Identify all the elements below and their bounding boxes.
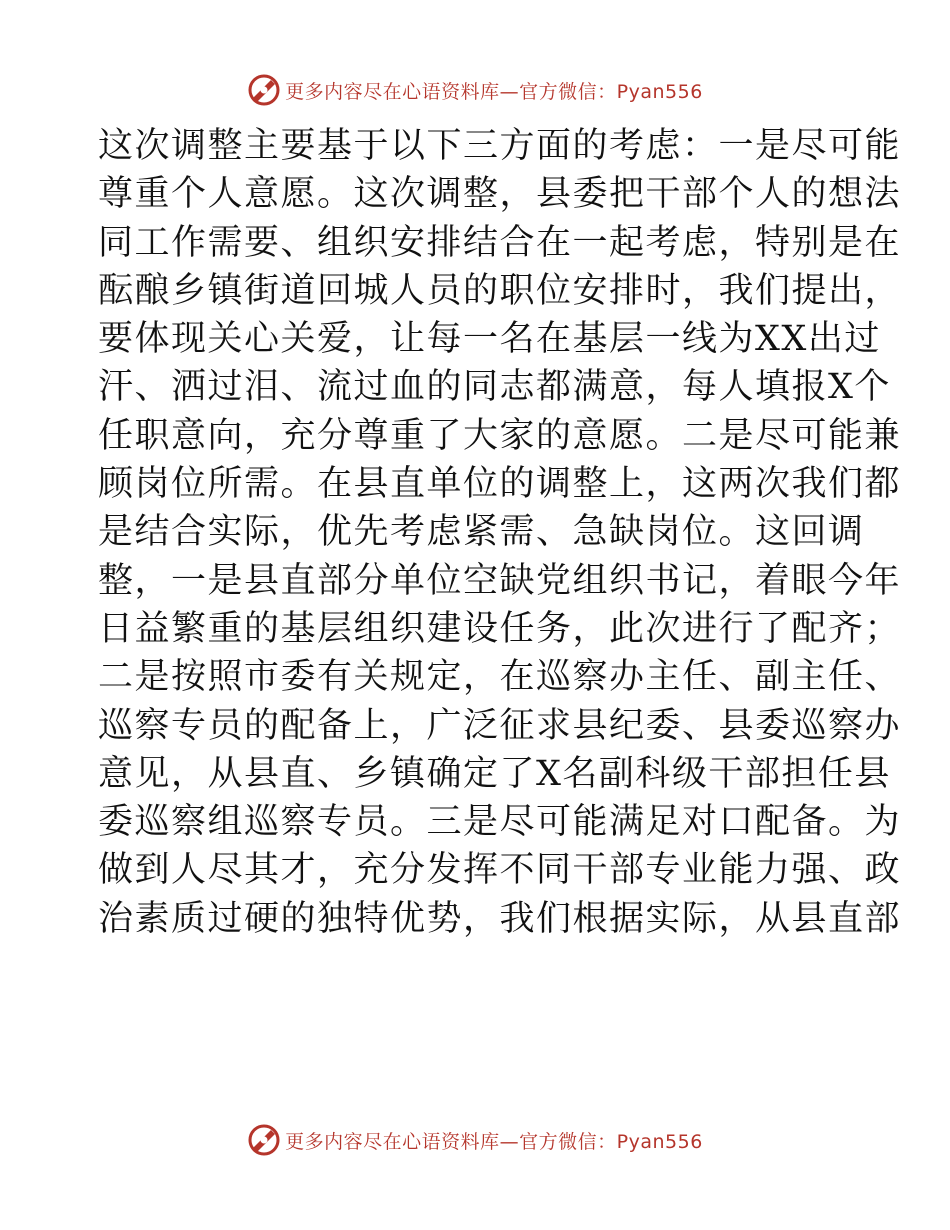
body-line: 要体现关心关爱，让每一名在基层一线为XX出过 (98, 319, 881, 360)
brand-logo-icon (247, 1123, 281, 1157)
body-line: 做到人尽其才，充分发挥不同干部专业能力强、政 (98, 850, 902, 891)
footer-banner-label: 更多内容尽在心语资料库—官方微信： (285, 1130, 617, 1153)
body-line: 委巡察组巡察专员。三是尽可能满足对口配备。为 (98, 802, 902, 843)
footer-banner-text (285, 1127, 703, 1154)
footer-account: Pyan556 (616, 1130, 703, 1153)
header-banner (0, 70, 950, 110)
body-line: 日益繁重的基层组织建设任务，此次进行了配齐； (98, 608, 902, 649)
body-line: 意见，从县直、乡镇确定了X名副科级干部担任县 (98, 753, 891, 794)
document-body (98, 122, 902, 943)
body-line: 二是按照市委有关规定，在巡察办主任、副主任、 (98, 657, 902, 698)
body-line: 这次调整主要基于以下三方面的考虑：一是尽可能 (98, 126, 902, 166)
header-account: Pyan556 (616, 80, 703, 103)
body-line: 顾岗位所需。在县直单位的调整上，这两次我们都 (98, 464, 902, 505)
body-line: 整，一是县直部分单位空缺党组织书记，着眼今年 (98, 560, 902, 601)
footer-banner (0, 1120, 950, 1160)
body-line: 是结合实际，优先考虑紧需、急缺岗位。这回调 (98, 512, 865, 553)
header-banner-label: 更多内容尽在心语资料库—官方微信： (285, 80, 617, 103)
body-line: 酝酿乡镇街道回城人员的职位安排时，我们提出， (98, 270, 902, 311)
brand-logo-icon (247, 73, 281, 107)
body-line: 任职意向，充分尊重了大家的意愿。二是尽可能兼 (98, 415, 902, 456)
body-line: 汗、洒过泪、流过血的同志都满意，每人填报X个 (98, 367, 891, 408)
body-line: 治素质过硬的独特优势，我们根据实际，从县直部 (98, 898, 902, 939)
body-line: 同工作需要、组织安排结合在一起考虑，特别是在 (98, 222, 902, 263)
body-line: 巡察专员的配备上，广泛征求县纪委、县委巡察办 (98, 705, 902, 746)
body-line: 尊重个人意愿。这次调整，县委把干部个人的想法 (98, 174, 902, 215)
header-banner-text (285, 77, 703, 104)
